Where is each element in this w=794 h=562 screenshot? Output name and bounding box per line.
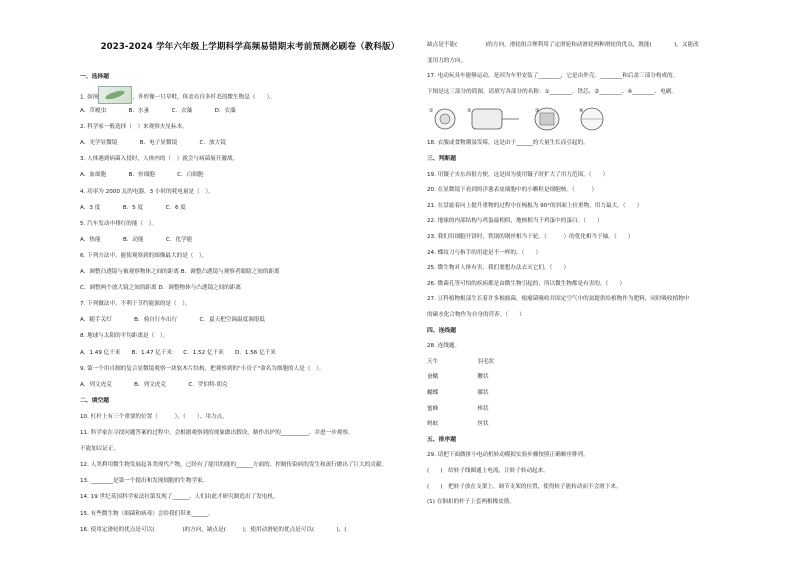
- question-line: 27. 豆科植物根部生长着许多根瘤菌，根瘤菌吸收并固定空气中的氮提供给植物作为肥料，同时吸收植物中: [427, 296, 690, 303]
- question-line: 11. 科学家在寻找问题答案的过程中，会根据观察到的现象做出假设，制作出护的__________，并进一步观察，: [80, 430, 354, 436]
- question-line: A．血细胞 B．骨细胞 C．白细胞: [80, 172, 204, 179]
- diagram-label: ③: [535, 108, 540, 115]
- section-heading: 一、选择题: [80, 74, 109, 80]
- question-line: 蜜蜂 棒状: [427, 405, 489, 412]
- question-line: 8. 地球与太阳的平均距离是（ ）。: [80, 333, 169, 340]
- question-line: 21. 在盘旋着向上提升重物的过程中在梳板为 90°的斜面上拉重物，用力最大。（ ）: [427, 202, 643, 209]
- question-line: 7. 下列做法中，不利于节约能源的是（ ）。: [80, 301, 191, 308]
- question-line: 不能加以证正。: [80, 446, 120, 453]
- motor-parts-illustration: [427, 104, 687, 134]
- question-line: 变用力的方向。: [427, 57, 467, 64]
- diagram-label: ①: [429, 108, 434, 115]
- question-line: 22. 地球的内部结构与鸡蛋最相似，地核相当于鸡蛋中的蛋白。（ ）: [427, 218, 603, 225]
- question-line: 蚂蚁 丝状: [427, 421, 489, 428]
- question-line: 13. ________是第一个提出和发现细胞的生物学家。: [80, 478, 209, 485]
- question-line: 14. 19 世纪英国科学家法拉第发现了______，人们由此才研究制造出了发电机。: [80, 494, 279, 501]
- question-line: 28. 连线题。: [427, 343, 461, 350]
- question-line: A．光学显微镜 B．电子显微镜 C．放大镜: [80, 140, 226, 147]
- motor-diagram: [427, 104, 687, 134]
- question-line: 29. 请把下面做拼小电动机转动模拟实验步骤按照正确顺序排列。: [427, 452, 589, 459]
- diagram-label: ②: [467, 108, 472, 115]
- question-line: A．热能 B．动能 C．化学能: [80, 236, 193, 243]
- microorganism-image: [98, 86, 132, 104]
- question-line: 20. 在显微镜下看到的洋葱表皮细胞中的小颗粒是细胞核。（ ）: [427, 187, 598, 194]
- question-line: 蚕蛾 鞭状: [427, 374, 489, 381]
- question-line: C．调整两个放大镜之间的距离 D．调整物体与凸透镜之间的距离: [80, 285, 242, 292]
- question-line: 2. 科学家一般选择（ ）来观察火星标本。: [80, 124, 188, 131]
- question-line: 缺点是不能( )的方向，滑轮组合理利用了定滑轮和动滑轮两种滑轮的优点，既能( )，又能改: [427, 42, 699, 48]
- question-line: A．随手关灯 B．骑自行车出行 C．夏天把空调温度调很低: [80, 317, 265, 324]
- question-line: (1) 在铜扣的杆子上套两根橡皮筋。: [427, 499, 516, 506]
- question-line: A．1.49 亿千米 B．1.47 亿千米 C．1.52 亿千米 D．1.56 亿千米: [80, 349, 276, 356]
- question-line: 23. 我们用细胞开饼时，铁锅的钢丝相当于轮。（ ）的优化相当于轴。（ ）: [427, 234, 634, 240]
- question-line: A．调整凸透镜与被观察物体之间的距离 B．调整凸透镜与观察者眼睛之间的距离: [80, 269, 280, 275]
- question-line: 6. 下列方法中，能使观察到的图像最大的是（ ）。: [80, 252, 208, 259]
- question-line: 26. 微菌孔等可怕的疾病都是由微生物引起的，所以微生物都是有害的。（ ）: [427, 280, 626, 287]
- question-line: 9. 第一个用自制的复合显微镜观察一块软木片结构，把观察到的"小房子"命名为细胞的人是（ ）。: [80, 365, 325, 372]
- question-line: 的碳水化合物作为自身的营养。（ ）: [427, 312, 525, 318]
- page-title: 2023-2024 学年六年级上学期科学高频易错期末考前预测必刷卷（教科版）: [100, 42, 400, 52]
- question-line: 5. 汽车发动中排行的能（ ）。: [80, 220, 158, 227]
- question-text: ，外形像一只草鞋，体表有许多纤毛的微生物是（ ）。: [132, 94, 275, 101]
- question-line: 18. 衣服或食物潮湿发霉，这是由于______的大量生长而引起的。: [427, 140, 589, 147]
- question-line: 17. 电动玩具车能够运动，是因为车里安装了________，它是由外壳、________和后盖三部分构成的。: [427, 73, 679, 80]
- question-line: 下图是这三部分的简图，请填写各部分的名称：①________、铁芯、②________、④________、电刷。: [427, 88, 677, 95]
- question-text: 1. 如图: [80, 94, 99, 101]
- question-line: 天牛 羽毛状: [427, 358, 495, 365]
- question-line: 12. 人类利用微生物发展起各类现代产物，已经有了能用的能的______方面的、控制传染病的发生和流行做出了巨大的贡献。: [80, 462, 388, 469]
- question-line: [80, 88, 275, 106]
- question-line: 19. 用镊子夹东西很方便，这是因为使用镊子时扩大了用力范围。（ ）: [427, 171, 609, 178]
- question-line: 3. 人体遇到病菌入侵时，人体内的（ ）就会与病菌展开激战。: [80, 156, 239, 163]
- question-line: 24. 蝶纹刀与指手的用途是不一样的。（ ）: [427, 249, 542, 256]
- question-line: 16. 使用定滑轮的优点是可以( )的方向，缺点是( )，使用动滑轮的优点是可以( )，(: [80, 526, 347, 533]
- section-heading: 三、判断题: [427, 156, 456, 162]
- question-line: 4. 功率为 2000 瓦的电器，3 小时的耗电量是（ ）。: [80, 188, 214, 195]
- question-line: 蝴蝶 膝状: [427, 390, 489, 396]
- question-line: 10. 杠杆上有三个重要的位置（ ）、（ ）、用力点。: [80, 413, 228, 420]
- question-line: 25. 微生物对人体有害，我们要想办法去灭它们。（ ）: [427, 265, 570, 272]
- section-heading: 四、连线题: [427, 327, 456, 334]
- section-heading: 五、排序题: [427, 436, 456, 443]
- question-line: ( ) 给转子线圈通上电流，让转子转动起来。: [427, 468, 549, 474]
- question-line: 15. 有些微生物（细菌和病毒）会给我们带来______。: [80, 510, 214, 517]
- question-line: ( ) 把转子放在支架上，调节支架的位置，使得转子能转动而不会滑下来。: [427, 483, 622, 490]
- question-line: A．3 度 B．5 度 C．6 度: [80, 204, 186, 211]
- question-line: A．草履虫 B．水蚤 C．衣藻 D．衣藻: [80, 108, 236, 114]
- question-line: A．列文虎克 B．列文虎克 C．罗伯特·胡克: [80, 381, 228, 388]
- diagram-label: ④: [579, 108, 584, 115]
- section-heading: 二、填空题: [80, 397, 109, 404]
